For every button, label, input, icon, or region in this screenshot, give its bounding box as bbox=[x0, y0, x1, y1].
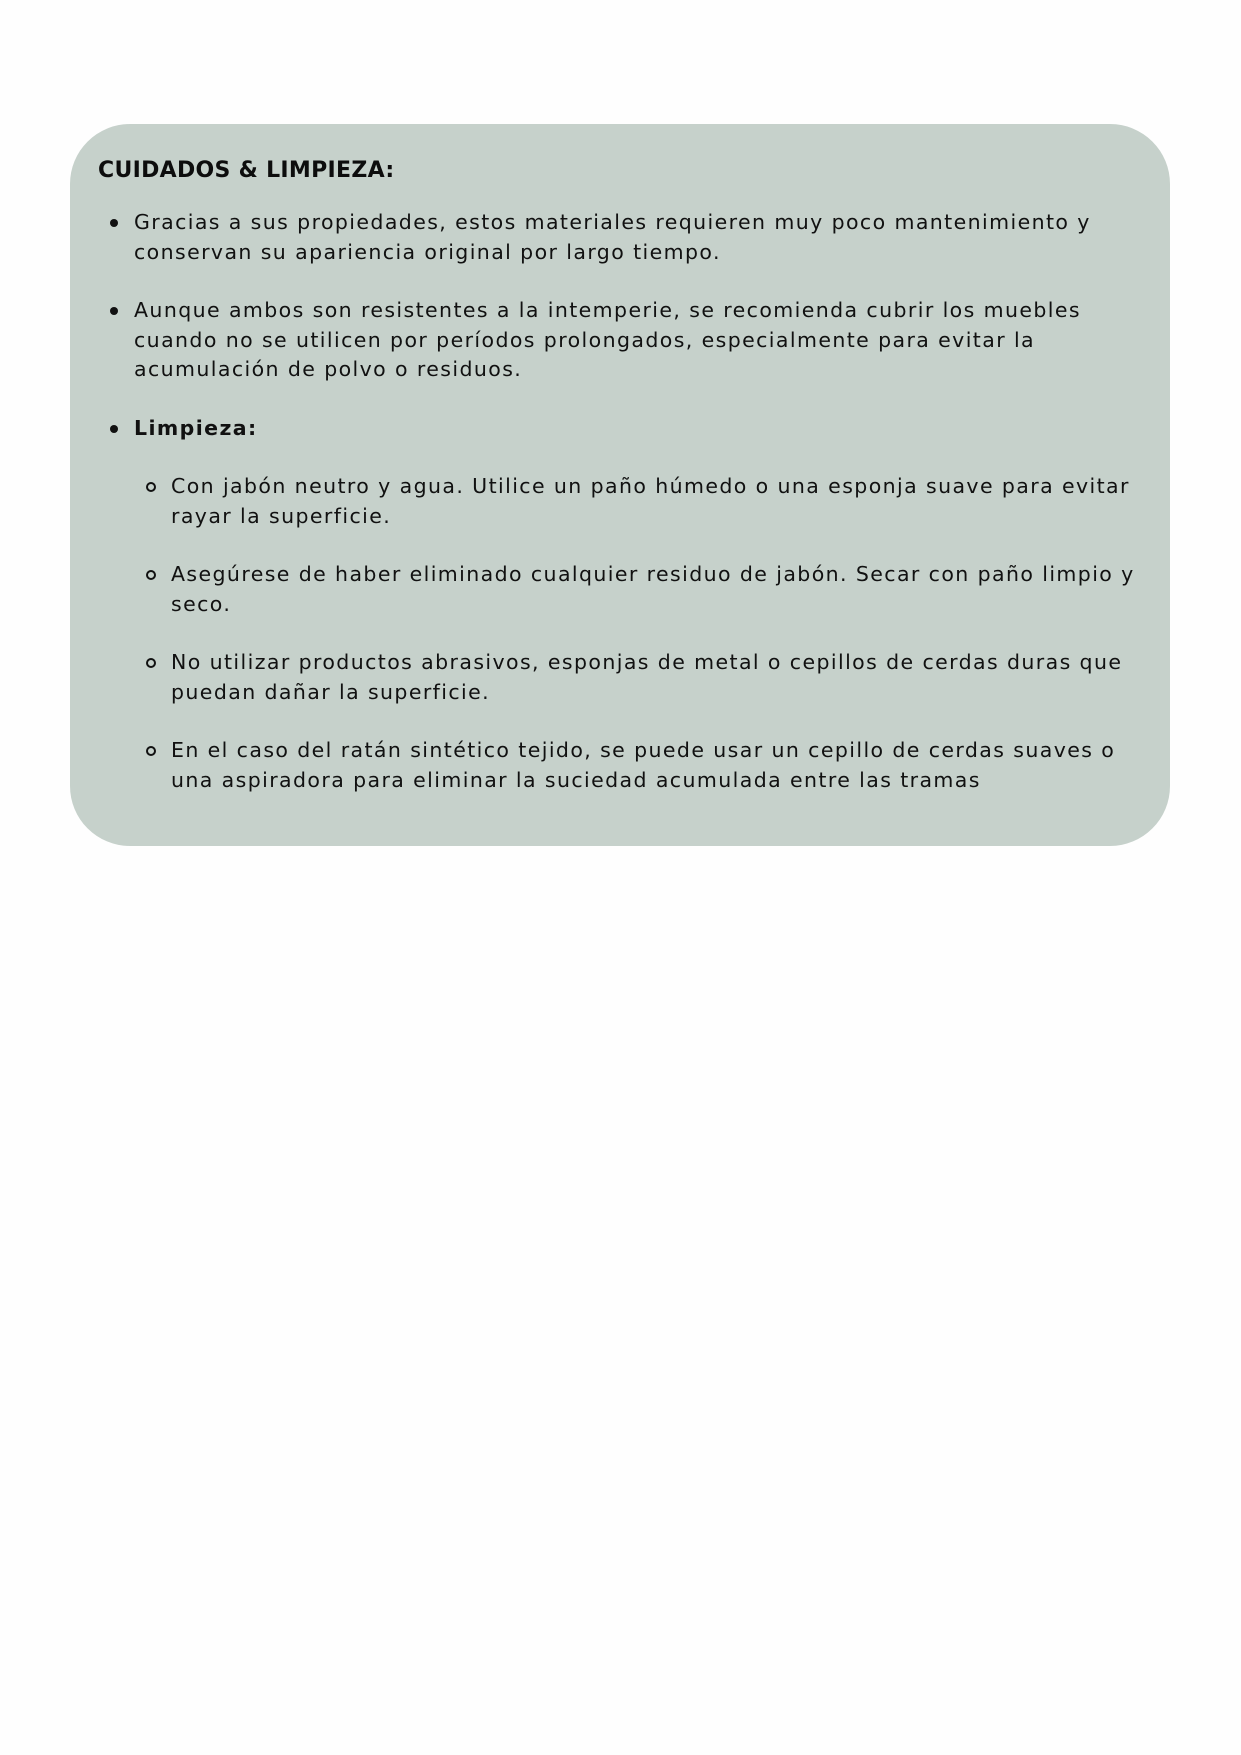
bullet-circle-icon bbox=[146, 658, 156, 668]
cleaning-section bbox=[98, 414, 1142, 796]
cleaning-list-item bbox=[134, 560, 1142, 619]
care-list bbox=[98, 208, 1142, 795]
bullet-circle-icon bbox=[146, 570, 156, 580]
care-cleaning-card bbox=[70, 124, 1170, 846]
care-list-item bbox=[98, 208, 1142, 267]
bullet-dot-icon bbox=[110, 425, 118, 433]
bullet-circle-icon bbox=[146, 746, 156, 756]
cleaning-item-text: No utilizar productos abrasivos, esponjas de metal o cepillos de cerdas duras que puedan dañar la superficie. bbox=[171, 650, 1123, 704]
bullet-dot-icon bbox=[110, 219, 118, 227]
cleaning-list-item bbox=[134, 648, 1142, 707]
cleaning-list-item bbox=[134, 472, 1142, 531]
cleaning-item-text: Asegúrese de haber eliminado cualquier residuo de jabón. Secar con paño limpio y seco. bbox=[171, 562, 1135, 616]
care-item-text: Aunque ambos son resistentes a la intemperie, se recomienda cubrir los muebles cuando no se utilicen por períodos prolongados, especialmente para evitar la acumulación de polvo o residuos. bbox=[134, 298, 1081, 381]
cleaning-item-text: Con jabón neutro y agua. Utilice un paño húmedo o una esponja suave para evitar rayar la superficie. bbox=[171, 474, 1130, 528]
card-title: CUIDADOS & LIMPIEZA: bbox=[98, 158, 395, 183]
care-item-text: Gracias a sus propiedades, estos materiales requieren muy poco mantenimiento y conservan su apariencia original por largo tiempo. bbox=[134, 210, 1091, 264]
cleaning-list-item bbox=[134, 736, 1142, 795]
care-list-item bbox=[98, 296, 1142, 385]
bullet-dot-icon bbox=[110, 307, 118, 315]
cleaning-label: Limpieza: bbox=[134, 415, 258, 440]
bullet-circle-icon bbox=[146, 482, 156, 492]
cleaning-item-text: En el caso del ratán sintético tejido, se puede usar un cepillo de cerdas suaves o una aspiradora para eliminar la suciedad acumulada entre las tramas bbox=[171, 738, 1116, 792]
cleaning-list bbox=[134, 472, 1142, 795]
